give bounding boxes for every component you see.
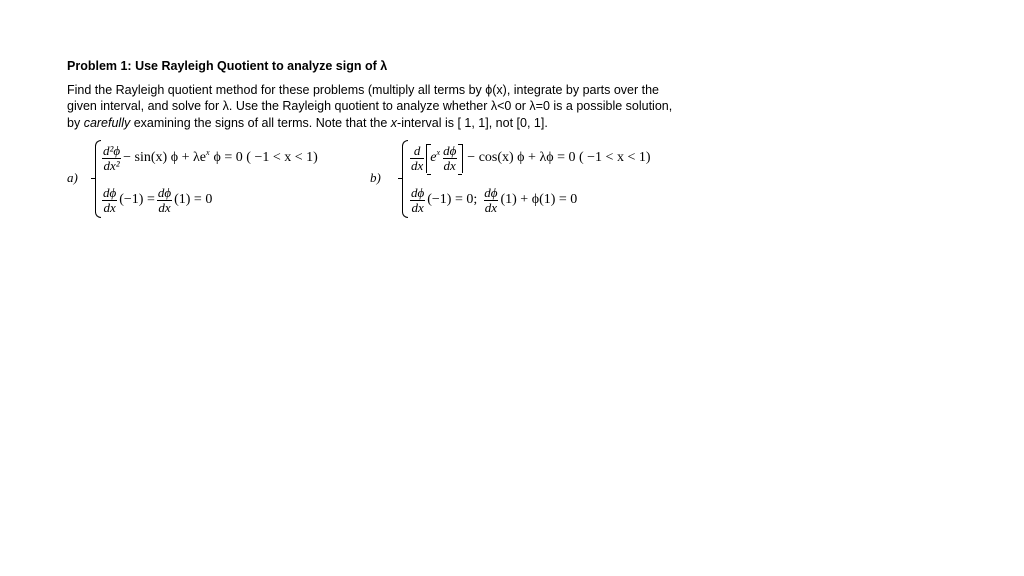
problem-instructions [67, 82, 727, 131]
equation-b-ode-end: − cos(x) ϕ + λϕ = 0 ( −1 < x < 1) [467, 150, 651, 165]
line3-x-variable: x [390, 115, 398, 130]
equation-a-ode-middle: − sin(x) ϕ + λe [123, 150, 206, 165]
problem-title: Problem 1: Use Rayleigh Quotient to analyze sign of λ [67, 59, 388, 73]
equation-b-e: e [430, 150, 437, 165]
equation-b-bc-middle: (−1) = 0; [427, 192, 478, 207]
equation-b-exponent: x [436, 147, 441, 157]
equation-a-bc-derivative-1: $\frac{d\phi}{dx}$ [103, 184, 117, 215]
line3-emphasis-carefully: carefully [83, 115, 131, 130]
equation-a-exponent: x [205, 147, 210, 157]
instruction-line-3 [67, 115, 727, 131]
line3-text-a: by [67, 115, 84, 130]
line3-text-e: -interval is [ 1, 1], not [0, 1]. [397, 115, 548, 130]
equation-a-second-derivative: $\frac{\text{d²ϕ}}{\text{dx²}}$ [103, 142, 121, 173]
equation-a-label: a) [67, 170, 78, 185]
instruction-line-2: given interval, and solve for λ. Use the Rayleigh quotient to analyze whether λ<0 or λ=0 is a possible solution, [67, 99, 673, 114]
equation-a-bc-middle: (−1) = [119, 192, 155, 207]
equation-b-outer-derivative: $\frac{d}{dx}$ [411, 142, 424, 173]
equation-a-ode-end: ϕ = 0 ( −1 < x < 1) [213, 150, 318, 165]
equation-a-bc-derivative-2: $\frac{d\phi}{dx}$ [157, 184, 172, 215]
equation-b-inner-derivative: $\frac{d\phi}{dx}$ [443, 142, 457, 173]
equation-a-bc-end: (1) = 0 [174, 192, 213, 207]
instruction-line-1: Find the Rayleigh quotient method for these problems (multiply all terms by ϕ(x), integrate by parts over the [67, 83, 659, 97]
equation-b-brace-tip [398, 178, 402, 179]
equation-a-boundary [100, 182, 212, 218]
equation-a-ode [100, 140, 318, 176]
line3-text-c: examining the signs of all terms. Note that the [130, 115, 391, 130]
equation-b-bc-derivative-1: $\frac{d\phi}{dx}$ [411, 184, 425, 215]
equation-b-bracket [426, 144, 463, 173]
equation-a-brace-tip [91, 178, 95, 179]
equation-b-bc-end: (1) + ϕ(1) = 0 [500, 192, 578, 207]
equation-b-ode [408, 140, 651, 176]
equation-b-label: b) [370, 170, 381, 185]
equation-b-bc-derivative-2: $\frac{d\phi}{dx}$ [484, 184, 498, 215]
equation-b-boundary [408, 182, 577, 218]
